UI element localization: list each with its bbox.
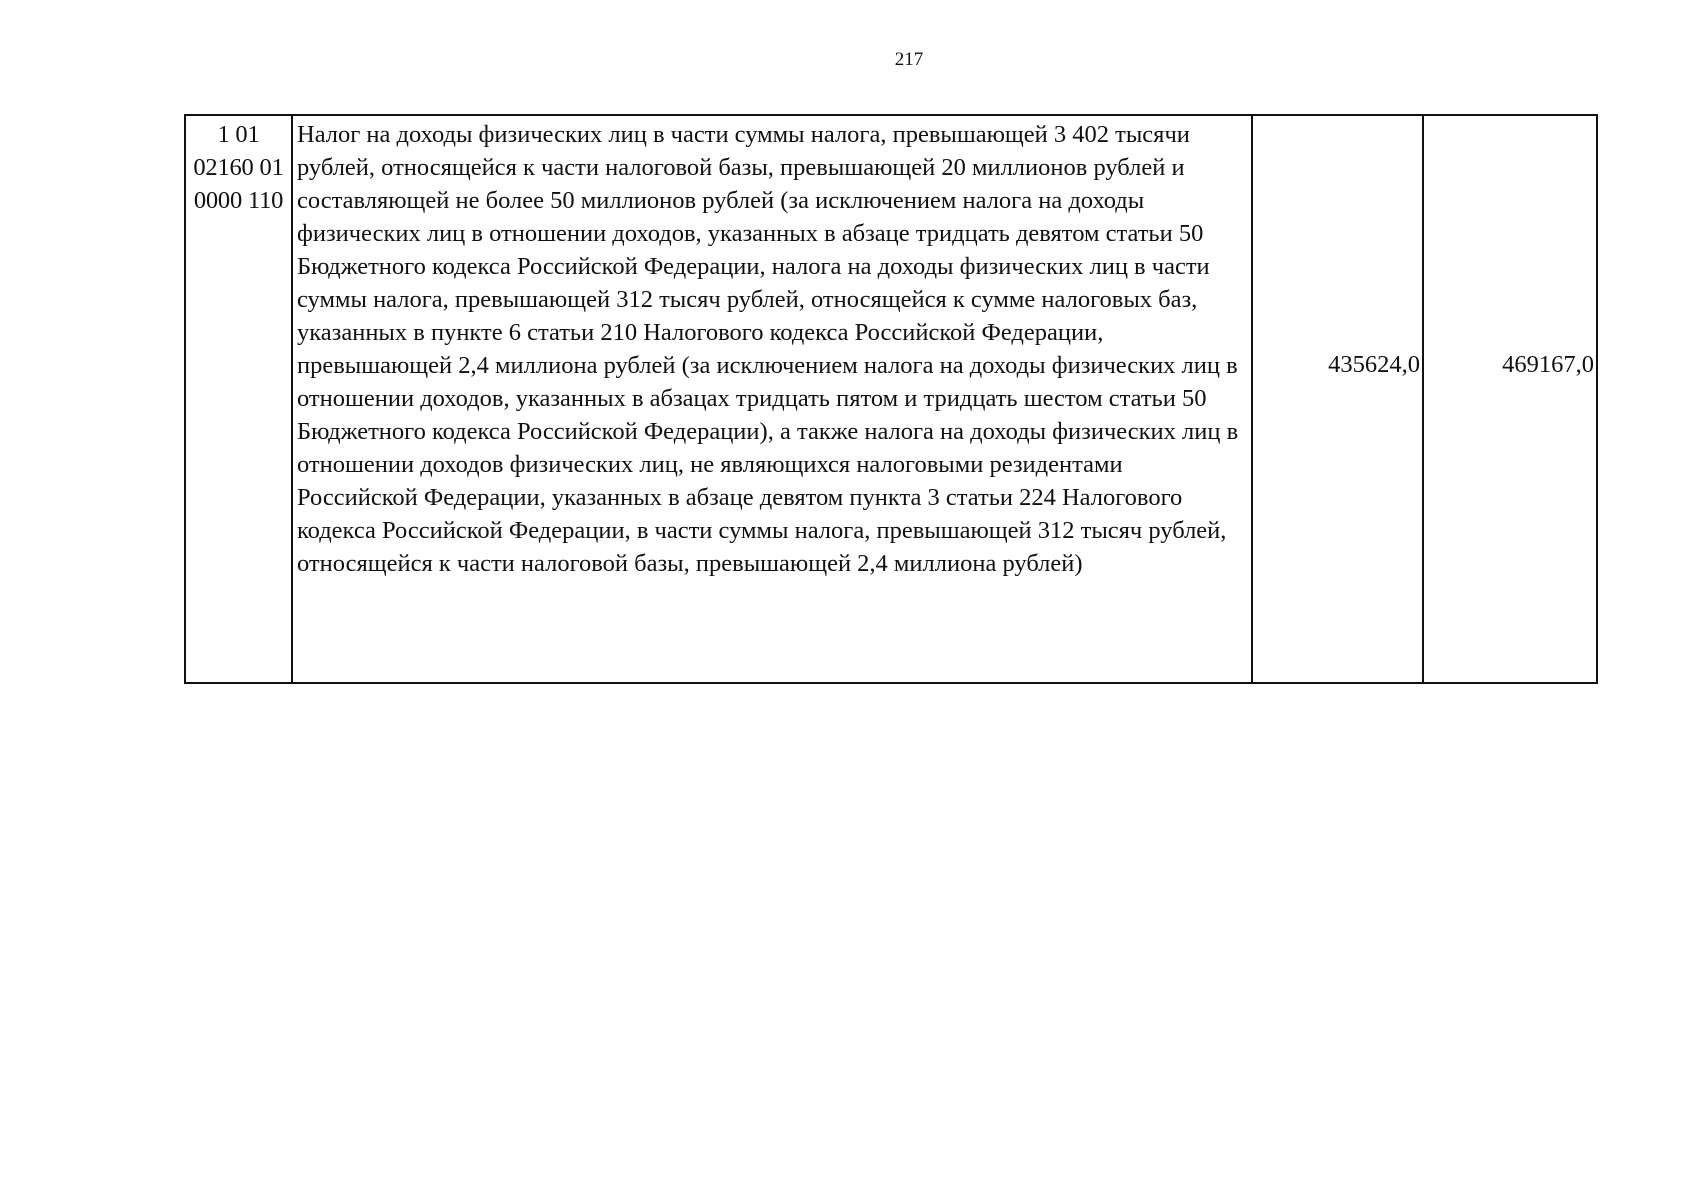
budget-code-line: 1 01 <box>217 121 260 148</box>
amount-cell-1: 435624,0 <box>1252 115 1423 683</box>
income-description-cell: Налог на доходы физических лиц в части суммы налога, превышающей 3 402 тысячи рублей, относящейся к части налоговой базы, превышающей 20 миллионов рублей и составляющей не более 50 миллионов рублей (за исключением налога на доходы физических лиц в отношении доходов, указанных в абзаце тридцать девятом статьи 50 Бюджетного кодекса Российской Федерации, налога на доходы физических лиц в части суммы налога, превышающей 312 тысяч рублей, относящейся к сумме налоговых баз, указанных в пункте 6 статьи 210 Налогового кодекса Российской Федерации, превышающей 2,4 миллиона рублей (за исключением налога на доходы физических лиц в отношении доходов, указанных в абзацах тридцать пятом и тридцать шестом статьи 50 Бюджетного кодекса Российской Федерации), а также налога на доходы физических лиц в отношении доходов физических лиц, не являющихся налоговыми резидентами Российской Федерации, указанных в абзаце девятом пункта 3 статьи 224 Налогового кодекса Российской Федерации, в части суммы налога, превышающей 312 тысяч рублей, относящейся к части налоговой базы, превышающей 2,4 миллиона рублей) <box>292 115 1252 683</box>
budget-code-line: 0000 110 <box>193 187 284 214</box>
budget-code-cell <box>185 115 292 683</box>
budget-code-line: 02160 01 <box>193 154 284 181</box>
budget-table <box>184 114 1598 684</box>
amount-cell-2: 469167,0 <box>1423 115 1597 683</box>
table-row <box>185 115 1597 683</box>
page-number: 217 <box>894 49 924 70</box>
